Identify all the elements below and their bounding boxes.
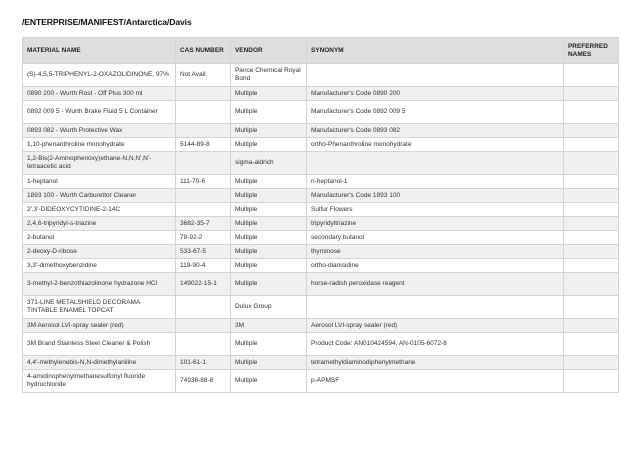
cell-vendor: Multiple	[231, 87, 307, 101]
cell-synonym: Product Code: AN010424594, AN-0105-6072-8	[307, 333, 564, 356]
cell-preferred-names	[564, 152, 619, 175]
cell-vendor: Multiple	[231, 138, 307, 152]
cell-preferred-names	[564, 87, 619, 101]
table-row	[23, 217, 619, 231]
cell-cas-number: 533-67-5	[176, 245, 231, 259]
cell-material-name: 2-butanol	[23, 231, 176, 245]
table-header-row	[23, 38, 619, 64]
cell-material-name: 3-methyl-2-benzothiazolinone hydrazone HCl	[23, 273, 176, 296]
cell-synonym	[307, 296, 564, 319]
cell-cas-number: 3682-35-7	[176, 217, 231, 231]
cell-synonym: Manufacturer's Code 1893 100	[307, 189, 564, 203]
cell-material-name: 1-heptanol	[23, 175, 176, 189]
cell-material-name: 3,3'-dimethoxybenzidine	[23, 259, 176, 273]
cell-preferred-names	[564, 217, 619, 231]
cell-cas-number: 78-92-2	[176, 231, 231, 245]
table-row	[23, 175, 619, 189]
table-row	[23, 259, 619, 273]
cell-cas-number: 111-70-6	[176, 175, 231, 189]
table-row	[23, 152, 619, 175]
table-row	[23, 87, 619, 101]
header-cas-number: CAS NUMBER	[176, 38, 231, 64]
cell-synonym	[307, 64, 564, 87]
header-synonym: SYNONYM	[307, 38, 564, 64]
header-vendor: VENDOR	[231, 38, 307, 64]
table-row	[23, 296, 619, 319]
cell-vendor: sigma-aldrich	[231, 152, 307, 175]
cell-material-name: 3M Brand Stainless Steel Cleaner & Polish	[23, 333, 176, 356]
cell-cas-number	[176, 152, 231, 175]
cell-synonym: ortho-dianisidine	[307, 259, 564, 273]
table-row	[23, 64, 619, 87]
cell-material-name: 0892 009 5 - Wurth Brake Fluid 5 L Container	[23, 101, 176, 124]
cell-synonym: secondary butanol	[307, 231, 564, 245]
cell-preferred-names	[564, 203, 619, 217]
cell-cas-number	[176, 296, 231, 319]
cell-vendor: Multiple	[231, 101, 307, 124]
cell-synonym: p-APMSF	[307, 370, 564, 393]
cell-cas-number: 101-61-1	[176, 356, 231, 370]
cell-preferred-names	[564, 319, 619, 333]
cell-preferred-names	[564, 370, 619, 393]
cell-material-name: 2',3'-DIDEOXYCYTIDINE-2-14C	[23, 203, 176, 217]
cell-preferred-names	[564, 356, 619, 370]
cell-synonym: horse-radish peroxidase reagent	[307, 273, 564, 296]
cell-vendor: Multiple	[231, 189, 307, 203]
cell-preferred-names	[564, 124, 619, 138]
cell-material-name: 4,4'-methylenebis-N,N-dimethylaniline	[23, 356, 176, 370]
cell-preferred-names	[564, 231, 619, 245]
cell-vendor: Multiple	[231, 259, 307, 273]
cell-preferred-names	[564, 64, 619, 87]
cell-material-name: 2,4,6-tripyridyl-s-triazine	[23, 217, 176, 231]
cell-preferred-names	[564, 273, 619, 296]
cell-material-name: 371-LINE METALSHIELD DECORAMA TINTABLE ENAMEL TOPCAT	[23, 296, 176, 319]
cell-material-name: 1,2-Bis(2-Aminophenoxy)ethane-N,N,N',N'- tetraacetic acid	[23, 152, 176, 175]
manifest-page	[22, 14, 618, 393]
cell-vendor: 3M	[231, 319, 307, 333]
cell-cas-number: 149022-15-1	[176, 273, 231, 296]
cell-material-name: 3M Aerosol LVI-spray sealer (red)	[23, 319, 176, 333]
manifest-table	[22, 37, 619, 393]
table-row	[23, 333, 619, 356]
cell-material-name: 1,10-phenanthroline monohydrate	[23, 138, 176, 152]
cell-material-name: 0890 200 - Wurth Rost - Off Plus 300 ml	[23, 87, 176, 101]
cell-vendor: Dulux Group	[231, 296, 307, 319]
table-row	[23, 101, 619, 124]
cell-preferred-names	[564, 138, 619, 152]
cell-cas-number	[176, 124, 231, 138]
cell-material-name: 0893 082 - Wurth Protective Wax	[23, 124, 176, 138]
cell-vendor: Multiple	[231, 203, 307, 217]
cell-vendor: Multiple	[231, 333, 307, 356]
cell-preferred-names	[564, 245, 619, 259]
table-row	[23, 245, 619, 259]
cell-material-name: 4-amidinophenylmethanesulfonyl fluoride hydrochloride	[23, 370, 176, 393]
cell-synonym: Aerosol LVI-spray sealer (red)	[307, 319, 564, 333]
cell-cas-number	[176, 203, 231, 217]
cell-synonym: thyminose	[307, 245, 564, 259]
cell-synonym: ortho-Phenanthroline monohydrate	[307, 138, 564, 152]
cell-cas-number: 5144-89-8	[176, 138, 231, 152]
cell-vendor: Multiple	[231, 217, 307, 231]
cell-preferred-names	[564, 296, 619, 319]
cell-synonym: tetramethyldiaminodiphenylmethane	[307, 356, 564, 370]
cell-synonym: tripyridyltriazine	[307, 217, 564, 231]
cell-preferred-names	[564, 175, 619, 189]
cell-vendor: Multiple	[231, 175, 307, 189]
cell-synonym: n-heptanol-1	[307, 175, 564, 189]
cell-cas-number	[176, 319, 231, 333]
cell-preferred-names	[564, 189, 619, 203]
cell-synonym: Manufacturer's Code 0892 009 5	[307, 101, 564, 124]
cell-preferred-names	[564, 333, 619, 356]
cell-cas-number	[176, 87, 231, 101]
cell-material-name: 2-deoxy-D-ribose	[23, 245, 176, 259]
table-row	[23, 138, 619, 152]
table-row	[23, 189, 619, 203]
cell-cas-number: 119-90-4	[176, 259, 231, 273]
header-preferred-names: PREFERRED NAMES	[564, 38, 619, 64]
cell-vendor: Pierce Chemical Royal Bond	[231, 64, 307, 87]
cell-cas-number	[176, 333, 231, 356]
cell-material-name: (S)-4,5,5-TRIPHENYL-2-OXAZOLIDINONE, 97%	[23, 64, 176, 87]
header-material-name: MATERIAL NAME	[23, 38, 176, 64]
cell-material-name: 1893 100 - Wurth Carburettor Cleaner	[23, 189, 176, 203]
table-row	[23, 356, 619, 370]
cell-synonym: Manufacturer's Code 0893 082	[307, 124, 564, 138]
cell-vendor: Multiple	[231, 370, 307, 393]
cell-cas-number	[176, 101, 231, 124]
cell-vendor: Multiple	[231, 356, 307, 370]
cell-preferred-names	[564, 101, 619, 124]
page-title: /ENTERPRISE/MANIFEST/Antarctica/Davis	[22, 17, 192, 27]
cell-synonym: Manufacturer's Code 0890 200	[307, 87, 564, 101]
cell-cas-number: Not Avail.	[176, 64, 231, 87]
table-row	[23, 370, 619, 393]
cell-cas-number	[176, 189, 231, 203]
cell-vendor: Multiple	[231, 231, 307, 245]
table-row	[23, 124, 619, 138]
cell-synonym	[307, 152, 564, 175]
cell-vendor: Multiple	[231, 245, 307, 259]
table-row	[23, 203, 619, 217]
cell-synonym: Sulfur Flowers	[307, 203, 564, 217]
table-row	[23, 273, 619, 296]
cell-vendor: Multiple	[231, 124, 307, 138]
cell-preferred-names	[564, 259, 619, 273]
cell-vendor: Multiple	[231, 273, 307, 296]
cell-cas-number: 74938-88-8	[176, 370, 231, 393]
table-row	[23, 319, 619, 333]
table-row	[23, 231, 619, 245]
